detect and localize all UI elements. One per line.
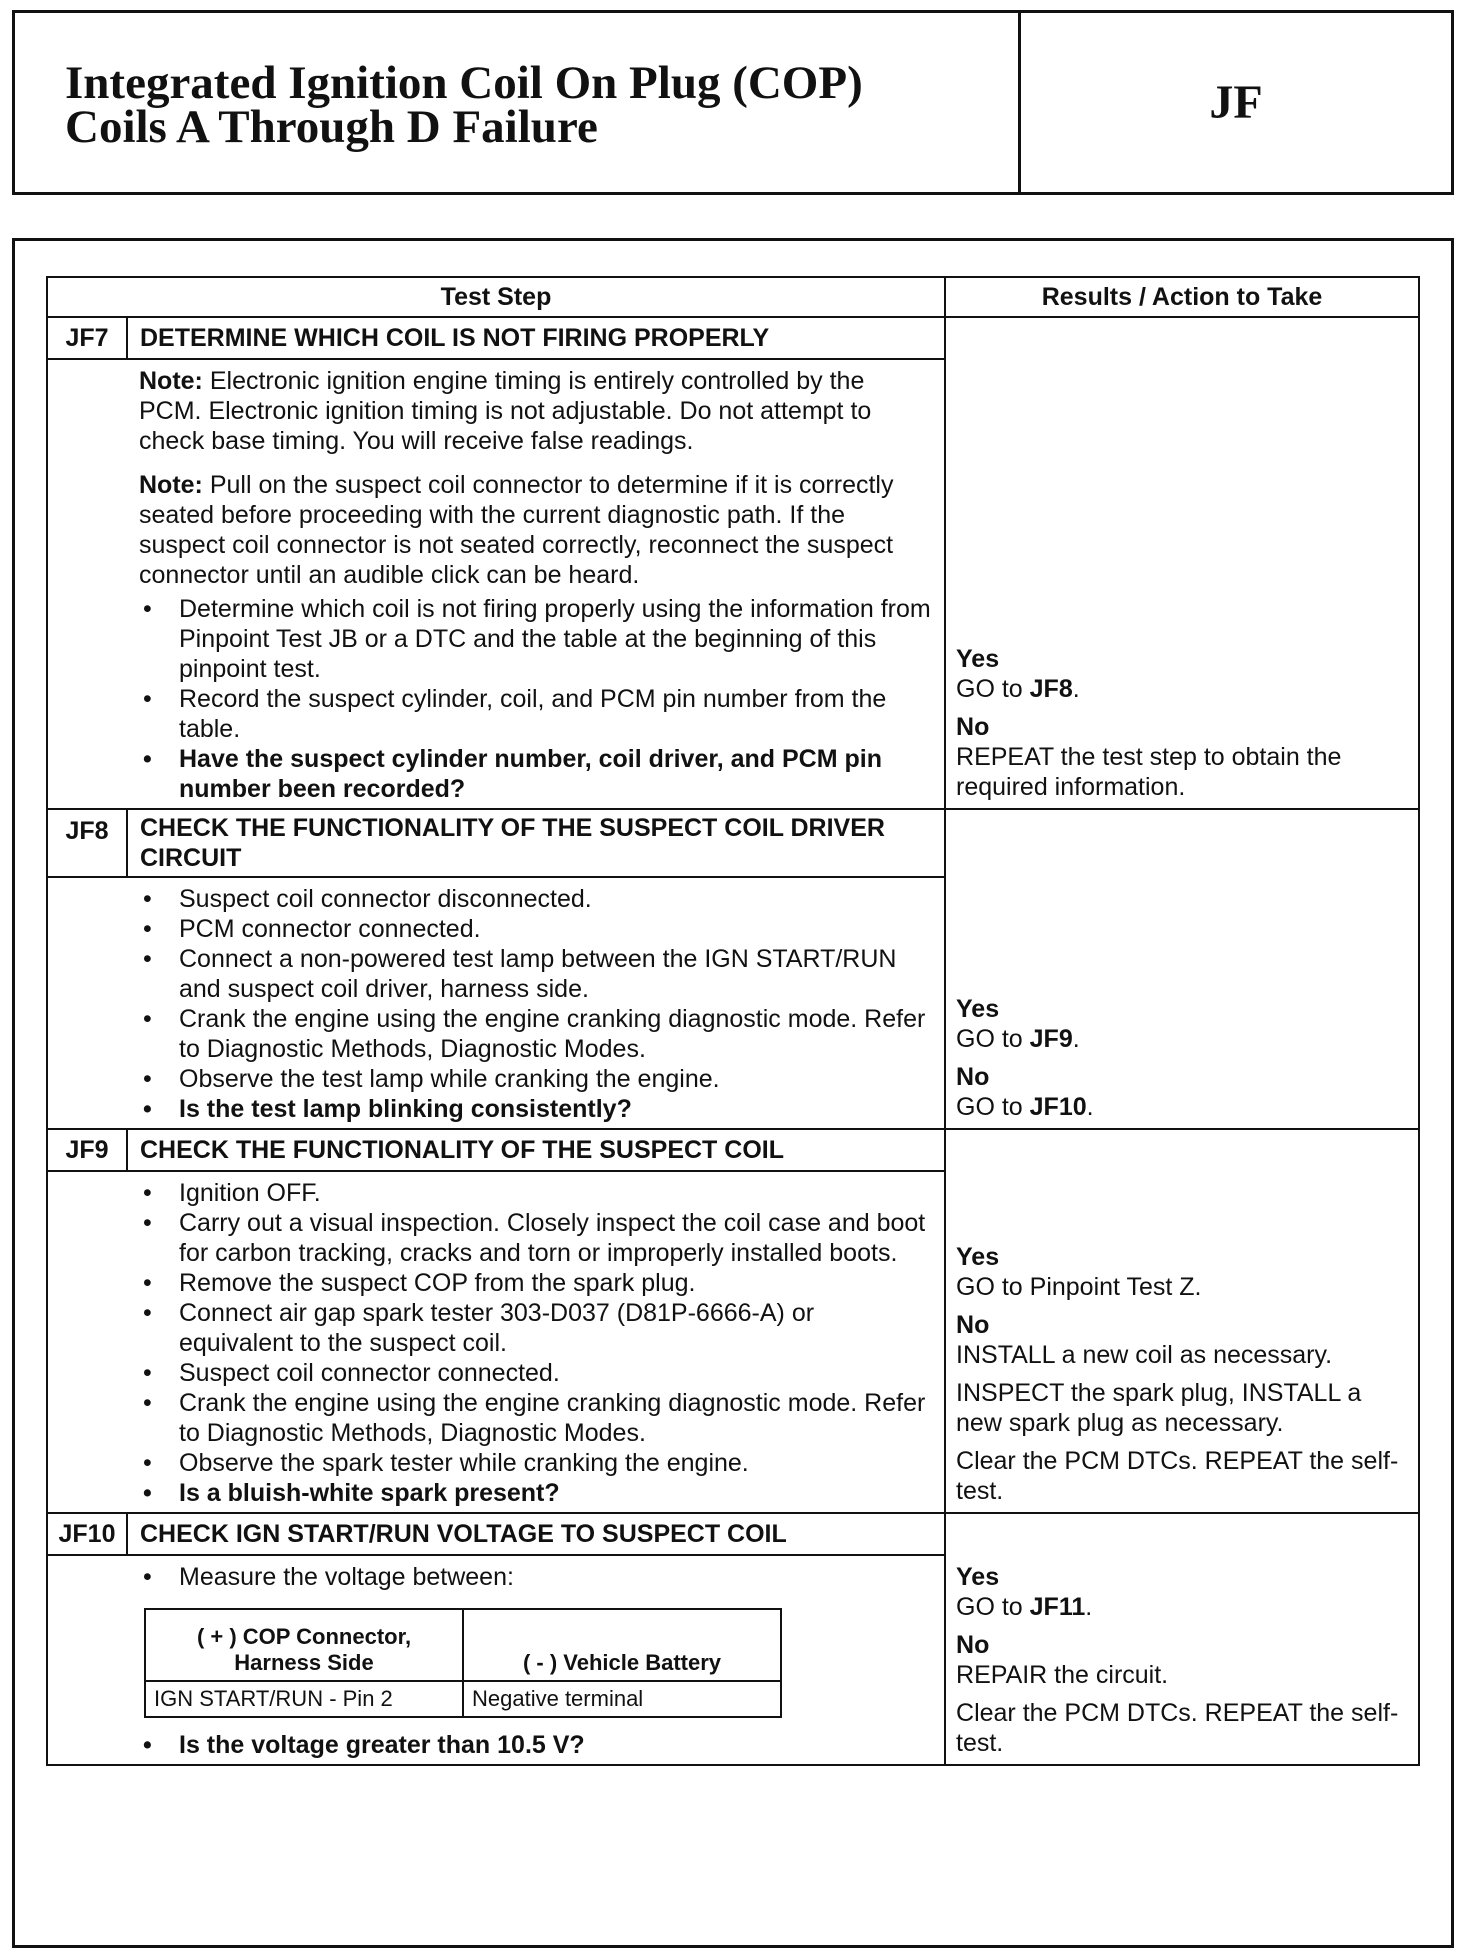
no-action: REPAIR the circuit. (956, 1661, 1169, 1689)
step-jf10-heading-row (47, 1513, 1419, 1555)
vtable-header-negative: ( - ) Vehicle Battery (463, 1609, 781, 1681)
col-header-test-step: Test Step (47, 277, 945, 317)
step-number: JF9 (47, 1129, 127, 1171)
note: Note: Pull on the suspect coil connector to determine if it is correctly seated before proceeding with the current diagnostic path. If the suspect coil connector is not seated correctly, reconnect the suspect connector until an audible click can be heard. (139, 471, 894, 589)
yes-action: GO to JF11. (956, 1593, 1093, 1621)
step-bullets (139, 884, 932, 1124)
no-action: REPEAT the test step to obtain the required information. (956, 743, 1342, 801)
yes-label: Yes (956, 1563, 1000, 1591)
list-item: • Record the suspect cylinder, coil, and PCM pin number from the table. (179, 684, 932, 744)
list-item: • Crank the engine using the engine cranking diagnostic mode. Refer to Diagnostic Methods, Diagnostic Modes. (179, 1388, 932, 1448)
list-item: • Connect air gap spark tester 303-D037 (D81P-6666-A) or equivalent to the suspect coil. (179, 1298, 932, 1358)
step-jf7-results (945, 317, 1419, 809)
list-item: • Measure the voltage between: (179, 1562, 932, 1592)
step-question: • Is the test lamp blinking consistently? (179, 1094, 932, 1124)
yes-action: GO to JF9. (956, 1025, 1080, 1053)
step-jf8-heading-row (47, 809, 1419, 877)
step-question: • Have the suspect cylinder number, coil driver, and PCM pin number been recorded? (179, 744, 932, 804)
vtable-cell-positive: IGN START/RUN - Pin 2 (145, 1681, 463, 1717)
yes-action: GO to Pinpoint Test Z. (956, 1273, 1202, 1301)
step-jf9-heading-row (47, 1129, 1419, 1171)
step-bullets (139, 594, 932, 804)
step-number: JF8 (47, 809, 127, 877)
step-jf9-results (945, 1129, 1419, 1513)
no-label: No (956, 1311, 990, 1339)
step-question: • Is a bluish-white spark present? (179, 1478, 932, 1508)
list-item: • Ignition OFF. (179, 1178, 932, 1208)
vtable-header-positive: ( + ) COP Connector, Harness Side (145, 1609, 463, 1681)
step-jf10-results (945, 1513, 1419, 1765)
no-action: Clear the PCM DTCs. REPEAT the self-test. (956, 1699, 1399, 1757)
voltage-measurement-table (144, 1608, 782, 1718)
vtable-cell-negative: Negative terminal (463, 1681, 781, 1717)
note: Note: Electronic ignition engine timing is entirely controlled by the PCM. Electronic ignition timing is not adjustable. Do not attempt to check base timing. You will receive false readings. (139, 367, 872, 455)
title-line-1: Integrated Ignition Coil On Plug (COP) (65, 57, 863, 109)
yes-label: Yes (956, 995, 1000, 1023)
yes-label: Yes (956, 1243, 1000, 1271)
list-item: • Remove the suspect COP from the spark plug. (179, 1268, 932, 1298)
step-jf8-body (127, 877, 945, 1129)
list-item: • Observe the test lamp while cranking the engine. (179, 1064, 932, 1094)
step-heading: DETERMINE WHICH COIL IS NOT FIRING PROPERLY (127, 317, 945, 359)
step-bullets (139, 1562, 932, 1592)
step-jf7-heading-row (47, 317, 1419, 359)
no-label: No (956, 1063, 990, 1091)
step-jf7-body (127, 359, 945, 809)
step-jf10-body (127, 1555, 945, 1765)
list-item: • PCM connector connected. (179, 914, 932, 944)
no-action: INSTALL a new coil as necessary. (956, 1341, 1333, 1369)
yes-action: GO to JF8. (956, 675, 1080, 703)
no-label: No (956, 1631, 990, 1659)
list-item: • Determine which coil is not firing properly using the information from Pinpoint Test JB or a DTC and the table at the beginning of this pinpoint test. (179, 594, 932, 684)
table-header-row (47, 277, 1419, 317)
step-question: • Is the voltage greater than 10.5 V? (179, 1730, 932, 1760)
no-action: INSPECT the spark plug, INSTALL a new spark plug as necessary. (956, 1379, 1362, 1437)
page-title (65, 57, 863, 153)
step-number: JF10 (47, 1513, 127, 1555)
list-item: • Connect a non-powered test lamp between the IGN START/RUN and suspect coil driver, harness side. (179, 944, 932, 1004)
step-heading: CHECK THE FUNCTIONALITY OF THE SUSPECT COIL (127, 1129, 945, 1171)
list-item: • Crank the engine using the engine cranking diagnostic mode. Refer to Diagnostic Methods, Diagnostic Modes. (179, 1004, 932, 1064)
title-line-2: Coils A Through D Failure (65, 101, 598, 153)
pinpoint-test-table (46, 276, 1420, 1766)
list-item: • Observe the spark tester while cranking the engine. (179, 1448, 932, 1478)
step-jf9-body (127, 1171, 945, 1513)
list-item: • Carry out a visual inspection. Closely inspect the coil case and boot for carbon tracking, cracks and torn or improperly installed boots. (179, 1208, 932, 1268)
no-action: GO to JF10. (956, 1093, 1094, 1121)
step-bullets (139, 1730, 932, 1760)
list-item: • Suspect coil connector disconnected. (179, 884, 932, 914)
page-header (12, 10, 1454, 195)
step-bullets (139, 1178, 932, 1508)
step-heading: CHECK IGN START/RUN VOLTAGE TO SUSPECT COIL (127, 1513, 945, 1555)
no-label: No (956, 713, 990, 741)
yes-label: Yes (956, 645, 1000, 673)
no-action: Clear the PCM DTCs. REPEAT the self-test. (956, 1447, 1399, 1505)
step-heading: CHECK THE FUNCTIONALITY OF THE SUSPECT COIL DRIVER CIRCUIT (127, 809, 945, 877)
step-jf8-results (945, 809, 1419, 1129)
section-code: JF (1209, 76, 1263, 129)
step-number: JF7 (47, 317, 127, 359)
col-header-results: Results / Action to Take (945, 277, 1419, 317)
list-item: • Suspect coil connector connected. (179, 1358, 932, 1388)
